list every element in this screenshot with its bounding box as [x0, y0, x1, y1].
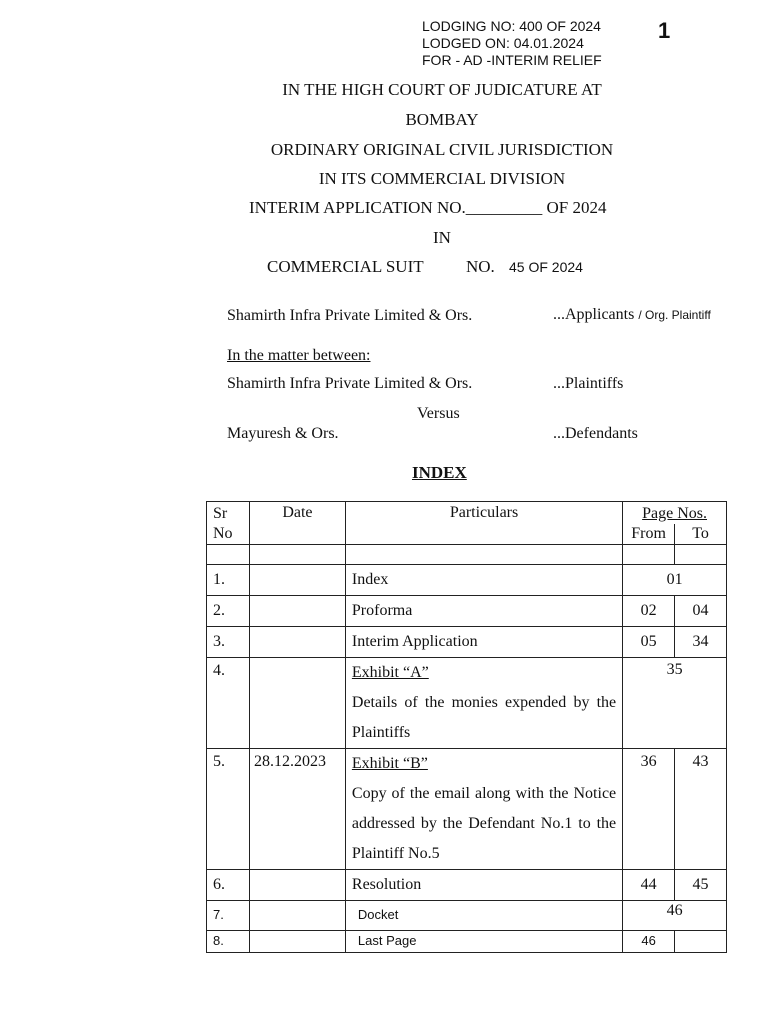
row-date — [249, 627, 345, 658]
row-date — [249, 565, 345, 596]
header-date: Date — [249, 502, 345, 545]
suit-no-value: 45 OF 2024 — [509, 259, 583, 275]
page-number: 1 — [658, 18, 671, 43]
row-exhibit-title: Exhibit “A” — [351, 664, 429, 681]
row-particulars: Last Page — [345, 931, 622, 953]
table-row — [207, 596, 727, 627]
row-date — [249, 870, 345, 901]
table-row — [207, 658, 727, 749]
header-particulars: Particulars — [345, 502, 622, 545]
application-number — [249, 198, 606, 218]
row-date — [249, 596, 345, 627]
application-suffix: OF 2024 — [546, 198, 607, 217]
row-exhibit-desc: Details of the monies expended by the Plaintiffs — [351, 694, 617, 741]
lodging-number: LODGING NO: 400 OF 2024 — [422, 18, 601, 34]
row-particulars: Proforma — [345, 596, 622, 627]
table-row — [207, 565, 727, 596]
table-row — [207, 931, 727, 953]
matter-between: In the matter between: — [227, 347, 371, 364]
row-page: 01 — [623, 565, 727, 596]
defendant-role: ...Defendants — [553, 425, 638, 442]
table-row — [207, 627, 727, 658]
table-spacer-row — [207, 545, 727, 565]
lodging-stamp — [422, 18, 602, 69]
lodged-date: LODGED ON: 04.01.2024 — [422, 35, 584, 51]
versus-label: Versus — [417, 405, 460, 422]
row-sr: 3. — [207, 627, 250, 658]
row-page-from: 36 — [623, 749, 675, 870]
row-sr: 5. — [207, 749, 250, 870]
application-prefix: INTERIM APPLICATION NO. — [249, 198, 466, 217]
row-sr: 1. — [207, 565, 250, 596]
header-page-nos — [623, 502, 727, 545]
row-page-to: 43 — [675, 749, 727, 870]
row-particulars: Resolution — [345, 870, 622, 901]
row-particulars: Index — [345, 565, 622, 596]
index-table — [206, 501, 727, 953]
row-particulars — [345, 749, 622, 870]
row-particulars — [345, 658, 622, 749]
plaintiff-name: Shamirth Infra Private Limited & Ors. — [227, 375, 473, 392]
table-row — [207, 749, 727, 870]
header-to: To — [674, 524, 726, 544]
row-page-from: 05 — [623, 627, 675, 658]
row-page-from: 46 — [623, 931, 675, 953]
division: IN ITS COMMERCIAL DIVISION — [318, 169, 566, 188]
table-row — [207, 901, 727, 931]
row-sr: 7. — [207, 901, 250, 931]
jurisdiction: ORDINARY ORIGINAL CIVIL JURISDICTION — [270, 140, 614, 159]
row-page-from: 02 — [623, 596, 675, 627]
row-sr: 8. — [207, 931, 250, 953]
header-sr-no — [207, 502, 250, 545]
row-exhibit-desc: Copy of the email along with the Notice addressed by the Defendant No.1 to the Plaintiff No.5 — [351, 785, 617, 862]
row-page-to: 45 — [675, 870, 727, 901]
row-sr: 4. — [207, 658, 250, 749]
table-row — [207, 870, 727, 901]
row-exhibit-title: Exhibit “B” — [351, 755, 428, 772]
row-sr: 6. — [207, 870, 250, 901]
plaintiff-role: ...Plaintiffs — [553, 375, 624, 392]
row-page-to — [675, 931, 727, 953]
court-title-line1: IN THE HIGH COURT OF JUDICATURE AT — [282, 80, 602, 99]
row-page-from: 44 — [623, 870, 675, 901]
suit-label: COMMERCIAL SUIT — [267, 257, 424, 276]
applicant-name: Shamirth Infra Private Limited & Ors. — [227, 307, 473, 324]
header-page-nos-label: Page Nos. — [642, 505, 708, 522]
row-page: 46 — [623, 901, 727, 931]
row-date — [249, 931, 345, 953]
suit-no-label: NO. — [466, 257, 495, 276]
row-page-to: 34 — [675, 627, 727, 658]
applicant-role — [553, 306, 711, 324]
row-particulars: Docket — [345, 901, 622, 931]
header-no: No — [213, 525, 233, 542]
index-title: INDEX — [412, 463, 467, 482]
row-date — [249, 658, 345, 749]
defendant-name: Mayuresh & Ors. — [227, 425, 339, 442]
table-header-row — [207, 502, 727, 545]
row-page-to: 04 — [675, 596, 727, 627]
row-particulars: Interim Application — [345, 627, 622, 658]
row-page: 35 — [623, 658, 727, 749]
row-sr: 2. — [207, 596, 250, 627]
application-blank: _________ — [465, 198, 543, 217]
lodging-purpose: FOR - AD -INTERIM RELIEF — [422, 52, 602, 68]
applicant-role-extra: / Org. Plaintiff — [638, 308, 711, 322]
row-date: 28.12.2023 — [249, 749, 345, 870]
row-date — [249, 901, 345, 931]
header-sr: Sr — [213, 505, 228, 522]
header-from: From — [631, 525, 666, 542]
in-label: IN — [433, 228, 451, 247]
applicant-role-main: ...Applicants — [553, 306, 635, 323]
court-title-line2: BOMBAY — [405, 110, 479, 129]
